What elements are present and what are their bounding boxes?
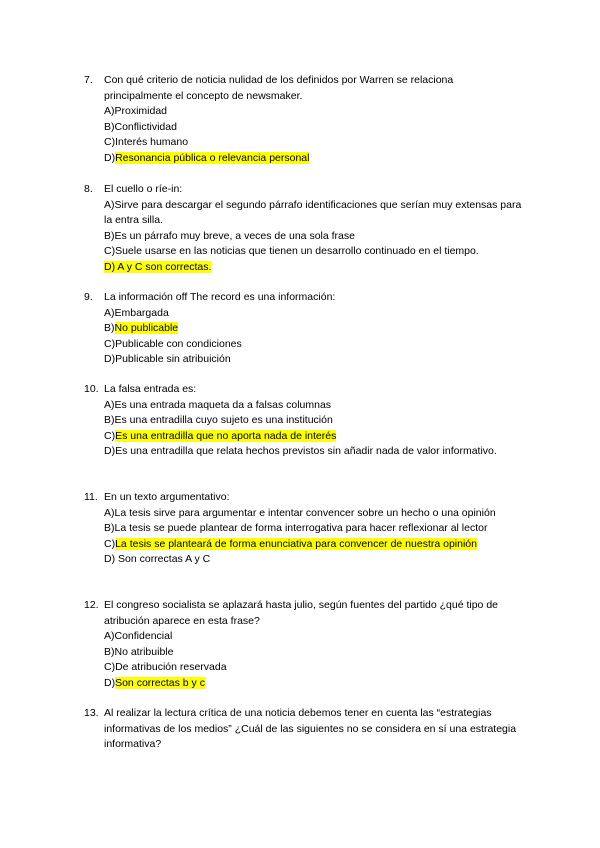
option-d-correct: D)Son correctas b y c — [104, 676, 205, 689]
question-number: 10. — [84, 383, 99, 395]
question-text: Con qué criterio de noticia nulidad de los definidos por Warren se relaciona principalmente el concepto de newsmaker. — [104, 74, 454, 102]
question-8 — [84, 182, 524, 275]
option-c: C)Suele usarse en las noticias que tienen un desarrollo continuado en el tiempo. — [104, 245, 479, 257]
question-text: El cuello o ríe-in: — [104, 183, 183, 195]
option-a: A)Embargada — [104, 306, 169, 319]
question-text: En un texto argumentativo: — [104, 491, 230, 503]
question-text: Al realizar la lectura crítica de una noticia debemos tener en cuenta las “estrategias informativas de los medios” ¿Cuál de las siguientes no se considera en sí una estrategia informativa? — [104, 707, 517, 750]
question-10 — [84, 382, 524, 460]
option-a: A)La tesis sirve para argumentar e intentar convencer sobre un hecho o una opinión — [104, 506, 496, 519]
question-number: 13. — [84, 707, 99, 719]
option-c: C)De atribución reservada — [104, 661, 227, 673]
question-13 — [84, 706, 524, 753]
option-a: A)Sirve para descargar el segundo párrafo identificaciones que serían muy extensas para la entra silla. — [104, 198, 522, 226]
option-d: D) Son correctas A y C — [104, 553, 211, 565]
option-c: C)Interés humano — [104, 136, 189, 148]
option-d: D)Es una entradilla que relata hechos previstos sin añadir nada de valor informativo. — [104, 445, 497, 457]
option-c: C)Publicable con condiciones — [104, 337, 242, 350]
option-b: B)Conflictividad — [104, 120, 177, 133]
question-number: 11. — [84, 491, 98, 503]
option-a: A)Proximidad — [104, 105, 168, 117]
option-b: B)Es una entradilla cuyo sujeto es una institución — [104, 414, 333, 426]
option-d-correct: D) A y C son correctas. — [104, 260, 212, 273]
question-number: 7. — [84, 74, 93, 86]
question-text: La falsa entrada es: — [104, 383, 197, 395]
option-b: B)No atribuible — [104, 645, 174, 658]
option-c-correct: C)La tesis se planteará de forma enunciativa para convencer de nuestra opinión — [104, 537, 477, 550]
question-11 — [84, 490, 524, 568]
option-d-correct: D)Resonancia pública o relevancia personal — [104, 151, 310, 164]
question-text: El congreso socialista se aplazará hasta julio, según fuentes del partido ¿qué tipo de atribución aparece en esta frase? — [104, 599, 498, 627]
option-b-correct: B)No publicable — [104, 322, 179, 334]
question-9 — [84, 290, 524, 368]
option-d: D)Publicable sin atribuición — [104, 353, 231, 365]
question-number: 8. — [84, 183, 93, 195]
option-a: A)Confidencial — [104, 630, 173, 642]
option-b: B)Es un párrafo muy breve, a veces de una sola frase — [104, 229, 355, 242]
question-number: 9. — [84, 291, 93, 303]
question-12 — [84, 598, 524, 691]
question-text: La información off The record es una información: — [104, 291, 336, 303]
question-7 — [84, 73, 524, 166]
option-c-correct: C)Es una entradilla que no aporta nada de interés — [104, 429, 337, 442]
question-number: 12. — [84, 599, 99, 611]
option-a: A)Es una entrada maqueta da a falsas columnas — [104, 398, 332, 411]
option-b: B)La tesis se puede plantear de forma interrogativa para hacer reflexionar al lector — [104, 522, 488, 534]
